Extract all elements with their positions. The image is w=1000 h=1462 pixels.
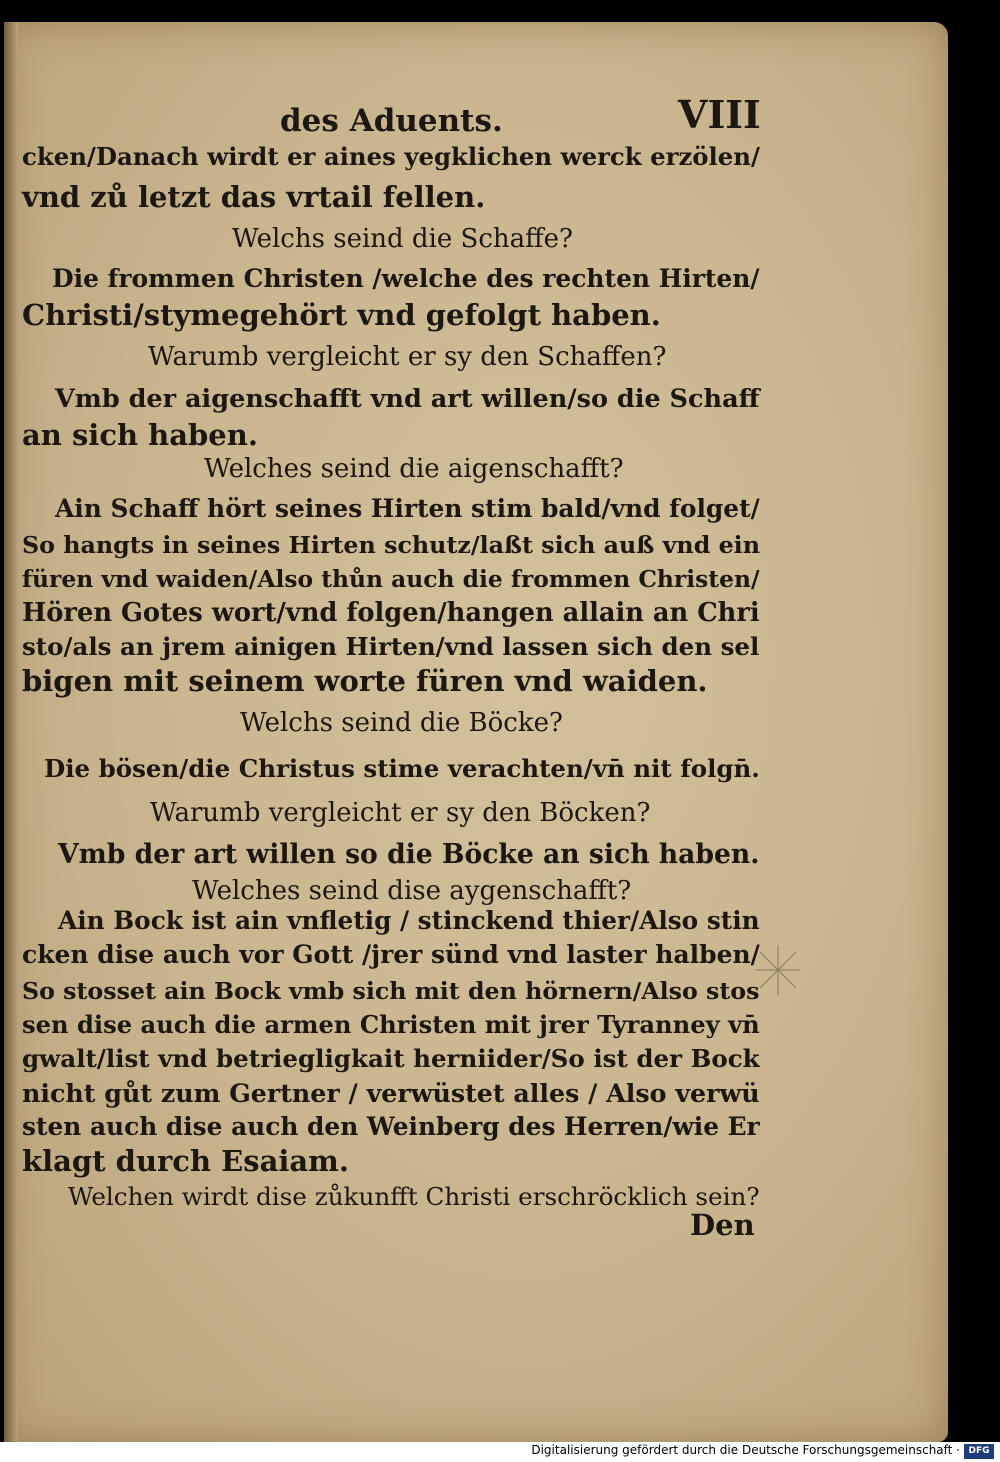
footer-credit: Digitalisierung gefördert durch die Deutsche Forschungsgemeinschaft · [531, 1443, 960, 1457]
text-line: sten auch dise auch den Weinberg des Herren/wie Er [22, 1112, 760, 1141]
text-line: Ain Schaff hört seines Hirten stim bald/vnd folget/ [55, 494, 760, 523]
text-line: gwalt/list vnd betriegligkait herniider/So ist der Bock [22, 1044, 760, 1073]
dfg-logo: DFG [964, 1444, 994, 1459]
question-line: Welchen wirdt dise zůkunfft Christi erschröcklich sein? [68, 1182, 760, 1211]
text-line: an sich haben. [22, 418, 258, 452]
question-line: Warumb vergleicht er sy den Böcken? [150, 798, 651, 828]
folio-number: VIII [678, 92, 761, 137]
text-line: klagt durch Esaiam. [22, 1144, 349, 1178]
text-line: So hangts in seines Hirten schutz/laßt sich auß vnd ein [22, 531, 760, 559]
asterisk-mark-icon [748, 940, 808, 1000]
footer-bar [0, 1442, 1000, 1462]
text-line: So stosset ain Bock vmb sich mit den hörnern/Also stos [22, 977, 760, 1005]
running-title: des Aduents. [280, 103, 503, 139]
text-line: Ain Bock ist ain vnfletig / stinckend thier/Also stin [58, 906, 760, 935]
question-line: Welches seind dise aygenschafft? [192, 876, 632, 906]
text-line: Christi/stymegehört vnd gefolgt haben. [22, 298, 661, 332]
text-line: vnd zů letzt das vrtail fellen. [22, 180, 486, 214]
text-line: sen dise auch die armen Christen mit jrer Tyranney vn̄ [22, 1010, 760, 1039]
text-line: cken/Danach wirdt er aines yegklichen werck erzölen/ [22, 142, 760, 171]
text-line: Vmb der aigenschafft vnd art willen/so die Schaff [55, 384, 760, 414]
question-line: Warumb vergleicht er sy den Schaffen? [148, 342, 667, 372]
question-line: Welches seind die aigenschafft? [204, 454, 624, 484]
catchword: Den [690, 1208, 755, 1242]
text-line: nicht gůt zum Gertner / verwüstet alles / Also verwü [22, 1078, 760, 1108]
text-line: Vmb der art willen so die Böcke an sich haben. [58, 839, 760, 870]
question-line: Welchs seind die Schaffe? [232, 224, 573, 254]
text-line: Hören Gotes wort/vnd folgen/hangen allain an Chri [22, 598, 760, 628]
text-line: Die frommen Christen /welche des rechten Hirten/ [52, 264, 760, 293]
text-line: Die bösen/die Christus stime verachten/vn̄ nit folgn̄. [44, 754, 760, 783]
text-line: cken dise auch vor Gott /jrer sünd vnd laster halben/ [22, 940, 760, 969]
text-line: füren vnd waiden/Also thůn auch die frommen Christen/ [22, 565, 760, 593]
text-line: sto/als an jrem ainigen Hirten/vnd lassen sich den sel [22, 632, 760, 661]
question-line: Welchs seind die Böcke? [240, 708, 563, 738]
text-line: bigen mit seinem worte füren vnd waiden. [22, 664, 708, 698]
